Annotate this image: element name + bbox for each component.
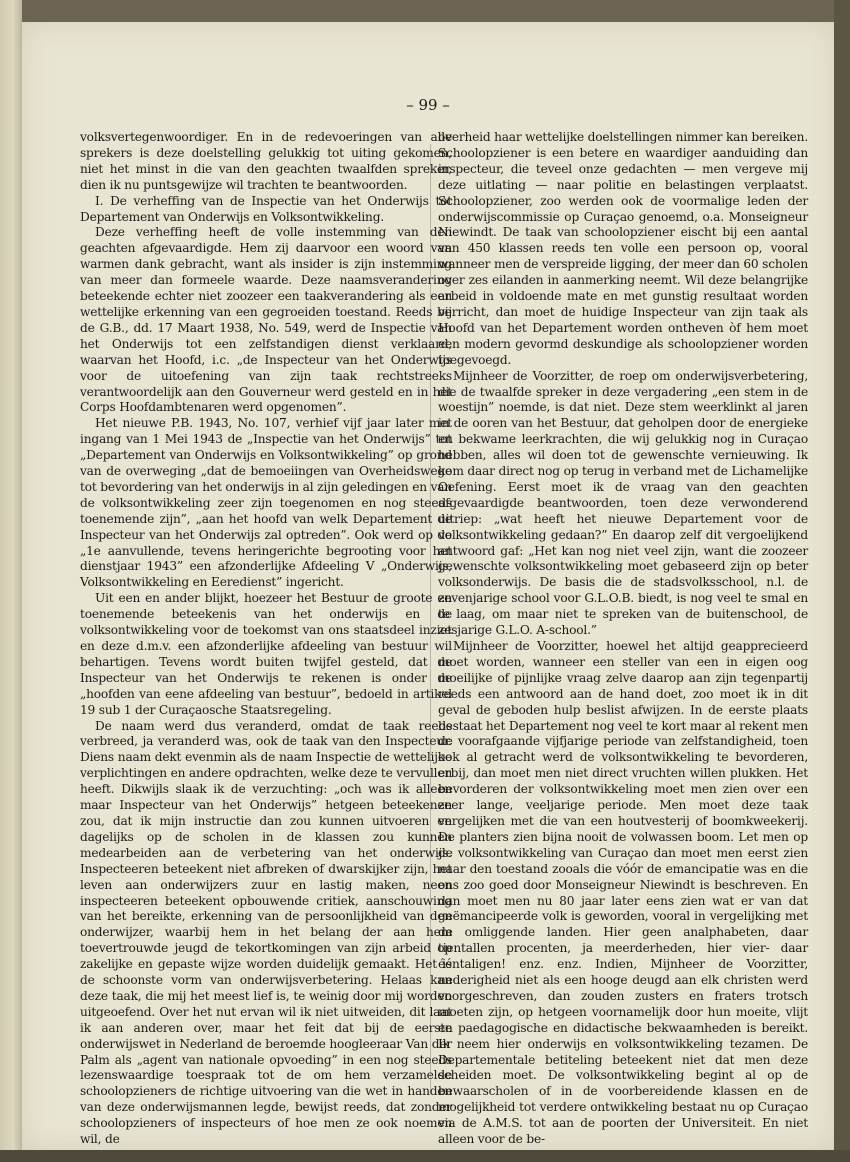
paragraph: Mijnheer de Voorzitter, de roep om onderwijsverbetering, die de twaalfde spreker in deze vergadering „een stem in de woestijn” noemde, is dat niet. Deze stem weerklinkt al jaren in de ooren van het Bestuur, dat geholpen door de energieke en bekwame leerkrachten, die wij gelukkig nog in Curaçao hebben, alles wil doen tot de gewenschte vernieuwing. Ik kom daar direct nog op terug in verband met de Lichamelijke Oefening. Eerst moet ik de vraag van den geachten afgevaardigde beantwoorden, toen deze verwonderend uitriep: „wat heeft het nieuwe Departement voor de volksontwikkeling gedaan?” En daarop zelf dit vergoelijkend antwoord gaf: „Het kan nog niet veel zijn, want die zoozeer gewenschte volksontwikkeling moet gebaseerd zijn op beter volksonderwijs. De basis die de stadsvolksschool, n.l. de zevenjarige school voor G.L.O.B. biedt, is nog veel te smal en te laag, om maar niet te spreken van de buitenschool, de zesjarige G.L.O. A-school.”: [438, 368, 808, 638]
scan-edge-bottom: [0, 1150, 850, 1162]
paragraph: Mijnheer de Voorzitter, hoewel het altijd geapprecieerd moet worden, wanneer een steller van een in eigen oog moeilijke of pijnlijke vraag zelve daarop aan zijn tegenpartij reeds een antwoord aan de hand doet, zoo moet ik in dit geval de geboden hulp beslist afwijzen. In de eerste plaats bestaat het Departement nog veel te kort maar al rekent men de voorafgaande vijfjarige periode van zelfstandigheid, toen ook al getracht werd de volksontwikkeling te bevorderen, erbij, dan moet men niet direct vruchten willen plukken. Het bevorderen der volksontwikkeling moet men zien over een zeer lange, veeljarige periode. Men moet deze taak vergelijken met die van een houtvesterij of boomkweekerij. De planters zien bijna nooit de volwassen boom. Let men op de volksontwikkeling van Curaçao dan moet men eerst zien naar den toestand zooals die vóór de emancipatie was en die ons zoo goed door Monseigneur Niewindt is beschreven. En dan moet men nu 80 jaar later eens zien wat er van dat geëmancipeerde volk is geworden, vooral in vergelijking met de omliggende landen. Hier geen analphabeten, daar tientallen procenten, ja meerderheden, hier vier- daar ééntaligen! enz. enz. Indien, Mijnheer de Voorzitter, nederigheid niet als een hooge deugd aan elk christen werd voorgeschreven, dan zouden zusters en fraters trotsch moeten zijn, op hetgeen voornamelijk door hun moeite, vlijt en paedagogische en didactische bekwaamheden is bereikt. Ik neem hier onderwijs en volksontwikkeling tezamen. De Departementale betiteling beteekent niet dat men deze scheiden moet. De volksontwikkeling begint al op de bewaarscholen of in de voorbereidende klassen en de mogelijkheid tot verdere ontwikkeling bestaat nu op Curaçao via de A.M.S. tot aan de poorten der Universiteit. En niet alleen voor de be-: [438, 639, 808, 1147]
paragraph: De naam werd dus veranderd, omdat de taak reeds verbreed, ja veranderd was, ook de taak van den Inspecteur. Diens naam dekt evenmin als de naam Inspectie de wettelijke verplichtingen en andere opdrachten, welke deze te vervullen heeft. Dikwijls slaak ik de verzuchting: „och was ik alleen maar Inspecteur van het Onderwijs” hetgeen beteekenen zou, dat ik mijn instructie dan zou kunnen uitvoeren en dagelijks op de scholen in de klassen zou kunnen medearbeiden aan de verbetering van het onderwijs. Inspecteeren beteekent niet afbreken of dwarskijker zijn, het leven aan onderwijzers zuur en lastig maken, neen inspecteeren beteekent opbouwende critiek, aanschouwing van het bereikte, erkenning van de persoonlijkheid van den onderwijzer, waarbij hem in het belang der aan hem toevertrouwde jeugd de tekortkomingen van zijn arbeid op zakelijke en gepaste wijze worden duidelijk gemaakt. Het is de schoonste vorm van onderwijsverbetering. Helaas kan deze taak, die mij het meest lief is, te weinig door mij worden uitgeoefend. Over het nut ervan wil ik niet uitweiden, dit laat ik aan anderen over, maar het feit dat bij de eerste onderwijswet in Nederland de beroemde hoogleeraar Van der Palm als „agent van nationale opvoeding” in een nog steeds lezenswaardige toespraak tot de om hem verzamelde schoolopzieners de richtige uitvoering van die wet in handen van deze onderwijsmannen legde, bewijst reeds, dat zonder schoolopzieners of inspecteurs of hoe men ze ook noemen wil, de: [80, 718, 453, 1147]
left-text-column: [80, 130, 452, 1148]
paragraph: Uit een en ander blijkt, hoezeer het Bestuur de groote en toenemende beteekenis van het onderwijs en de volksontwikkeling voor de toekomst van ons staatsdeel inziet en deze d.m.v. een afzonderlijke afdeeling van bestuur wil behartigen. Tevens wordt buiten twijfel gesteld, dat de Inspecteur van het Onderwijs te rekenen is onder de „hoofden van eene afdeeling van bestuur”, bedoeld in artikel 19 sub 1 der Curaçaosche Staatsregeling.: [80, 591, 452, 717]
right-text-column: [438, 130, 808, 1148]
scan-edge-right: [834, 0, 850, 1162]
book-spine: [0, 0, 22, 1162]
paragraph: Deze verheffing heeft de volle instemming van den geachten afgevaardigde. Hem zij daarvoor een woord van warmen dank gebracht, want als insider is zijn instemming van meer dan formeele waarde. Deze naamsverandering beteekende echter niet zoozeer een taakverandering als een wettelijke erkenning van een gegroeiden toestand. Reeds bij de G.B., dd. 17 Maart 1938, No. 549, werd de Inspectie van het Onderwijs tot een zelfstandigen dienst verklaard, waarvan het Hoofd, i.c. „de Inspecteur van het Onderwijs voor de uitoefening van zijn taak rechtstreeks verantwoordelijk aan den Gouverneur werd gesteld en in het Corps Hoofdambtenaren werd opgenomen”.: [80, 225, 452, 415]
paragraph: Het nieuwe P.B. 1943, No. 107, verhief vijf jaar later met ingang van 1 Mei 1943 de „Inspectie van het Onderwijs” tot „Departement van Onderwijs en Volksontwikkeling” op grond van de overweging „dat de bemoeiingen van Overheidswege tot bevordering van het onderwijs in al zijn geledingen en van de volksontwikkeling zeer zijn toegenomen en nog steeds toenemende zijn”, „aan het hoofd van welk Departement de Inspecteur van het Onderwijs zal optreden”. Ook werd op de „1e aanvullende, tevens heringerichte begrooting voor het dienstjaar 1943” een afzonderlijke Afdeeling V „Onderwijs, Volksontwikkeling en Eeredienst” ingericht.: [80, 416, 452, 590]
page-number: – 99 –: [406, 96, 450, 114]
section-heading: I. De verheffing van de Inspectie van het Onderwijs tot Departement van Onderwijs en Volksontwikkeling.: [80, 193, 452, 224]
document-page: [22, 22, 834, 1150]
paragraph: overheid haar wettelijke doelstellingen nimmer kan bereiken. Schoolopziener is een betere en waardiger aanduiding dan inspecteur, die teveel onze gedachten — men vergeve mij deze uitlating — naar politie en belastingen verplaatst. Schoolopziener, zoo werden ook de voormalige leden der onderwijscommissie op Curaçao genoemd, o.a. Monseigneur Niewindt. De taak van schoolopziener eischt bij een aantal van 450 klassen reeds ten volle een persoon op, vooral wanneer men de verspreide ligging, der meer dan 60 scholen over zes eilanden in aanmerking neemt. Wil deze belangrijke arbeid in voldoende mate en met gunstig resultaat worden verricht, dan moet de huidige Inspecteur van zijn taak als Hoofd van het Departement worden ontheven òf hem moet een modern gevormd deskundige als schoolopziener worden toegevoegd.: [438, 130, 808, 367]
paragraph: volksvertegenwoordiger. En in de redevoeringen van alle sprekers is deze doelstelling gelukkig tot uiting gekomen, niet het minst in die van den geachten twaalfden spreker, dien ik nu puntsgewijze wil trachten te beantwoorden.: [80, 130, 452, 192]
column-divider: [430, 144, 431, 1094]
